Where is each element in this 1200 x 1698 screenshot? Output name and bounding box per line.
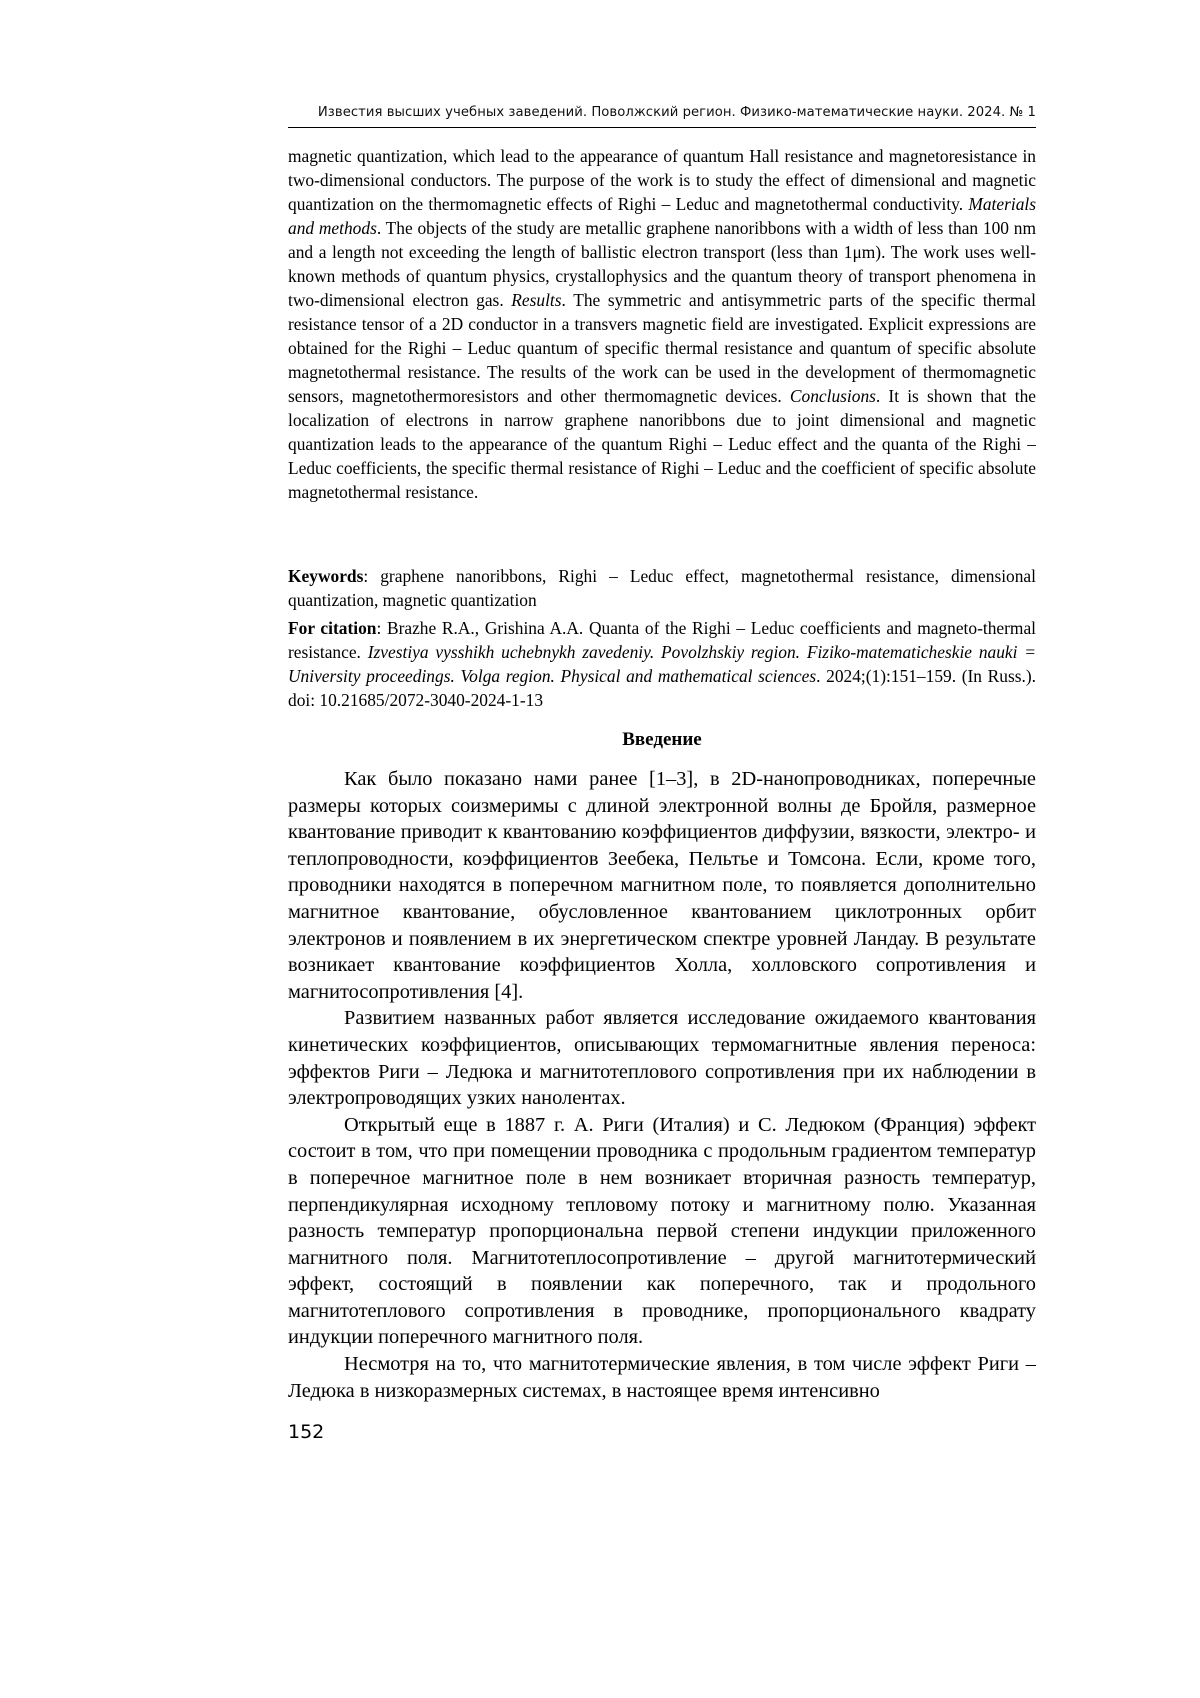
abstract-text-2: . The objects of the study are metallic graphene nanoribbons with a width of less than 100 nm and a length not exceeding the length of ballistic electron transport (less than 1μm). The work uses well-known methods of quantum physics, crystallophysics and the quantum theory of transport phenomena in two-dimensional electron gas.	[288, 218, 1036, 310]
body-text	[288, 766, 1036, 1404]
running-head: Известия высших учебных заведений. Поволжский регион. Физико-математические науки. 2024. № 1	[317, 105, 1036, 120]
keywords-paragraph	[288, 564, 1036, 612]
keywords-text: : graphene nanoribbons, Righi – Leduc effect, magnetothermal resistance, dimensional quantization, magnetic quantization	[288, 566, 1036, 610]
abstract	[288, 144, 1036, 504]
keywords	[288, 564, 1036, 612]
header-rule	[288, 127, 1036, 128]
page-number: 152	[288, 1421, 325, 1443]
citation-text-2: . 2024;(1):151–159. (In Russ.). doi: 10.21685/2072-3040-2024-1-13	[288, 666, 1036, 710]
abstract-text-3: . The symmetric and antisymmetric parts of the specific thermal resistance tensor of a 2D conductor in a transvers magnetic field are investigated. Explicit expressions are obtained for the Righi – Leduc quantum of specific thermal resistance and quantum of specific absolute magnetothermal resistance. The results of the work can be used in the development of thermomagnetic sensors, magnetothermoresistors and other thermomagnetic devices.	[288, 290, 1036, 406]
body-paragraph-2: Развитием названных работ является исследование ожидаемого квантования кинетических коэффициентов, описывающих термомагнитные явления переноса: эффектов Риги – Ледюка и магнитотеплового сопротивления при их наблюдении в электропроводящих узких нанолентах.	[288, 1007, 1036, 1110]
citation-journal: Izvestiya vysshikh uchebnykh zavedeniy. Povolzhskiy region. Fiziko-matematicheskie nauki = University proceedings. Volga region. Physical and mathematical sciences	[288, 642, 1037, 686]
citation	[288, 616, 1036, 712]
body-paragraph-1: Как было показано нами ранее [1–3], в 2D-нанопроводниках, поперечные размеры которых соизмеримы с длиной электронной волны де Бройля, размерное квантование приводит к квантованию коэффициентов диффузии, вязкости, электро- и теплопроводности, коэффициентов Зеебека, Пельтье и Томсона. Если, кроме того, проводники находятся в поперечном магнитном поле, то появляется дополнительно магнитное квантование, обусловленное квантованием циклотронных орбит электронов и появлением в их энергетическом спектре уровней Ландау. В результате возникает квантование коэффициентов Холла, холловского сопротивления и магнитосопротивления [4].	[288, 768, 1036, 1003]
abstract-label-conclusions: Conclusions	[789, 386, 876, 406]
abstract-label-results: Results	[511, 290, 562, 310]
body-paragraph-4: Несмотря на то, что магнитотермические явления, в том числе эффект Риги – Ледюка в низкоразмерных системах, в настоящее время интенсивно	[288, 1353, 1036, 1402]
keywords-label: Keywords	[288, 566, 364, 586]
abstract-label-materials: Materials and methods	[288, 194, 1036, 238]
citation-paragraph	[288, 616, 1036, 712]
section-title: Введение	[622, 729, 702, 750]
citation-label: For citation	[288, 618, 377, 638]
abstract-paragraph	[288, 144, 1036, 504]
citation-text-1: : Brazhe R.A., Grishina A.A. Quanta of the Righi – Leduc coefficients and magneto-thermal resistance.	[288, 618, 1036, 662]
body-paragraph-3: Открытый еще в 1887 г. А. Риги (Италия) и С. Ледюком (Франция) эффект состоит в том, что при помещении проводника с продольным градиентом температур в поперечное магнитное поле в нем возникает вторичная разность температур, перпендикулярная исходному тепловому потоку и магнитному полю. Указанная разность температур пропорциональна первой степени индукции приложенного магнитного поля. Магнитотеплосопротивление – другой магнитотермический эффект, состоящий в появлении как поперечного, так и продольного магнитотеплового сопротивления в проводнике, пропорционального квадрату индукции поперечного магнитного поля.	[288, 1113, 1036, 1349]
abstract-text-1: magnetic quantization, which lead to the appearance of quantum Hall resistance and magnetoresistance in two-dimensional conductors. The purpose of the work is to study the effect of dimensional and magnetic quantization on the thermomagnetic effects of Righi – Leduc and magnetothermal conductivity.	[288, 146, 1036, 214]
abstract-text-4: . It is shown that the localization of electrons in narrow graphene nanoribbons due to joint dimensional and magnetic quantization leads to the appearance of the quantum Righi – Leduc effect and the quanta of the Righi – Leduc coefficients, the specific thermal resistance of Righi – Leduc and the coefficient of specific absolute magnetothermal resistance.	[288, 386, 1037, 502]
